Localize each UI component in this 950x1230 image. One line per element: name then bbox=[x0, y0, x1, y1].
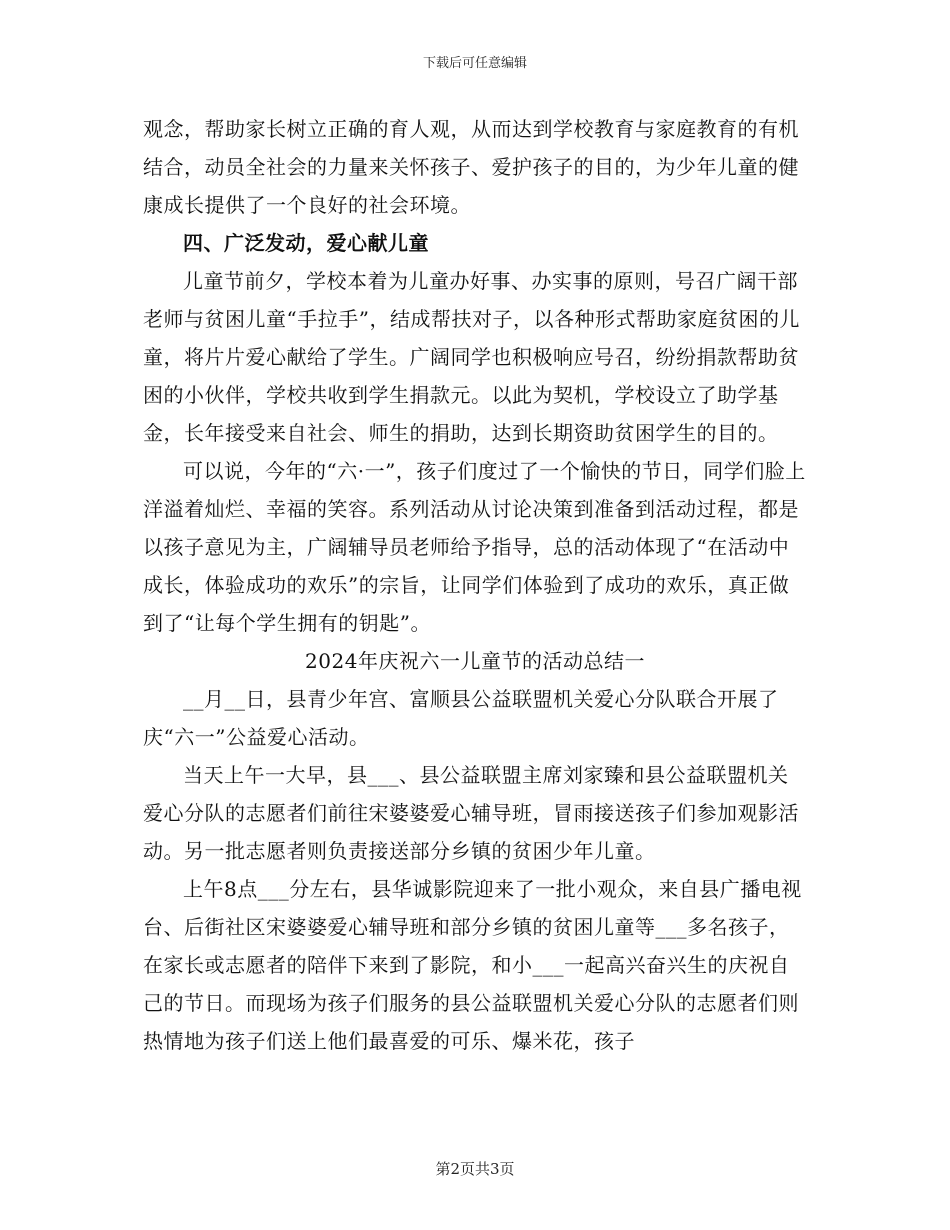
section-heading: 四、广泛发动，爱心献儿童 bbox=[183, 231, 429, 255]
paragraph-morning: 当天上午一大早，县___、县公益联盟主席刘家臻和县公益联盟机关爱心分队的志愿者们前往宋婆婆爱心辅导班，冒雨接送孩子们参加观影活动。另一批志愿者则负责接送部分乡镇的贫困少年儿童。 bbox=[143, 763, 799, 863]
paragraph-cinema: 上午8点___分左右，县华诚影院迎来了一批小观众，来自县广播电视台、后街社区宋婆婆爱心辅导班和部分乡镇的贫困儿童等___多名孩子，在家长或志愿者的陪伴下来到了影院，和小___一起高兴奋兴生的庆祝自己的节日。而现场为孩子们服务的县公益联盟机关爱心分队的志愿者们则热情地为孩子们送上他们最喜爱的可乐、爆米花，孩子 bbox=[143, 877, 802, 1053]
paragraph-event-intro: __月__日，县青少年宫、富顺县公益联盟机关爱心分队联合开展了庆“六一”公益爱心活动。 bbox=[143, 687, 779, 749]
page-header: 下载后可任意编辑 bbox=[422, 56, 527, 71]
page-footer: 第2页共3页 bbox=[435, 1160, 515, 1178]
paragraph-intro-continued: 观念，帮助家长树立正确的育人观，从而达到学校教育与家庭教育的有机结合，动员全社会的力量来关怀孩子、爱护孩子的目的，为少年儿童的健康成长提供了一个良好的社会环境。 bbox=[143, 117, 799, 217]
paragraph-conclusion: 可以说，今年的“六·一”，孩子们度过了一个愉快的节日，同学们脸上洋溢着灿烂、幸福的笑容。系列活动从讨论决策到准备到活动过程，都是以孩子意见为主，广阔辅导员老师给予指导，总的活动体现了“在活动中成长，体验成功的欢乐”的宗旨，让同学们体验到了成功的欢乐，真正做到了“让每个学生拥有的钥匙”。 bbox=[143, 459, 806, 635]
document-body bbox=[143, 110, 807, 1060]
document-title: 2024年庆祝六一儿童节的活动总结一 bbox=[305, 649, 645, 673]
paragraph-donation: 儿童节前夕，学校本着为儿童办好事、办实事的原则，号召广阔干部老师与贫困儿童“手拉手”，结成帮扶对子，以各种形式帮助家庭贫困的儿童，将片片爱心献给了学生。广阔同学也积极响应号召，纷纷捐款帮助贫困的小伙伴，学校共收到学生捐款元。以此为契机，学校设立了助学基金，长年接受来自社会、师生的捐助，达到长期资助贫困学生的目的。 bbox=[143, 269, 800, 445]
